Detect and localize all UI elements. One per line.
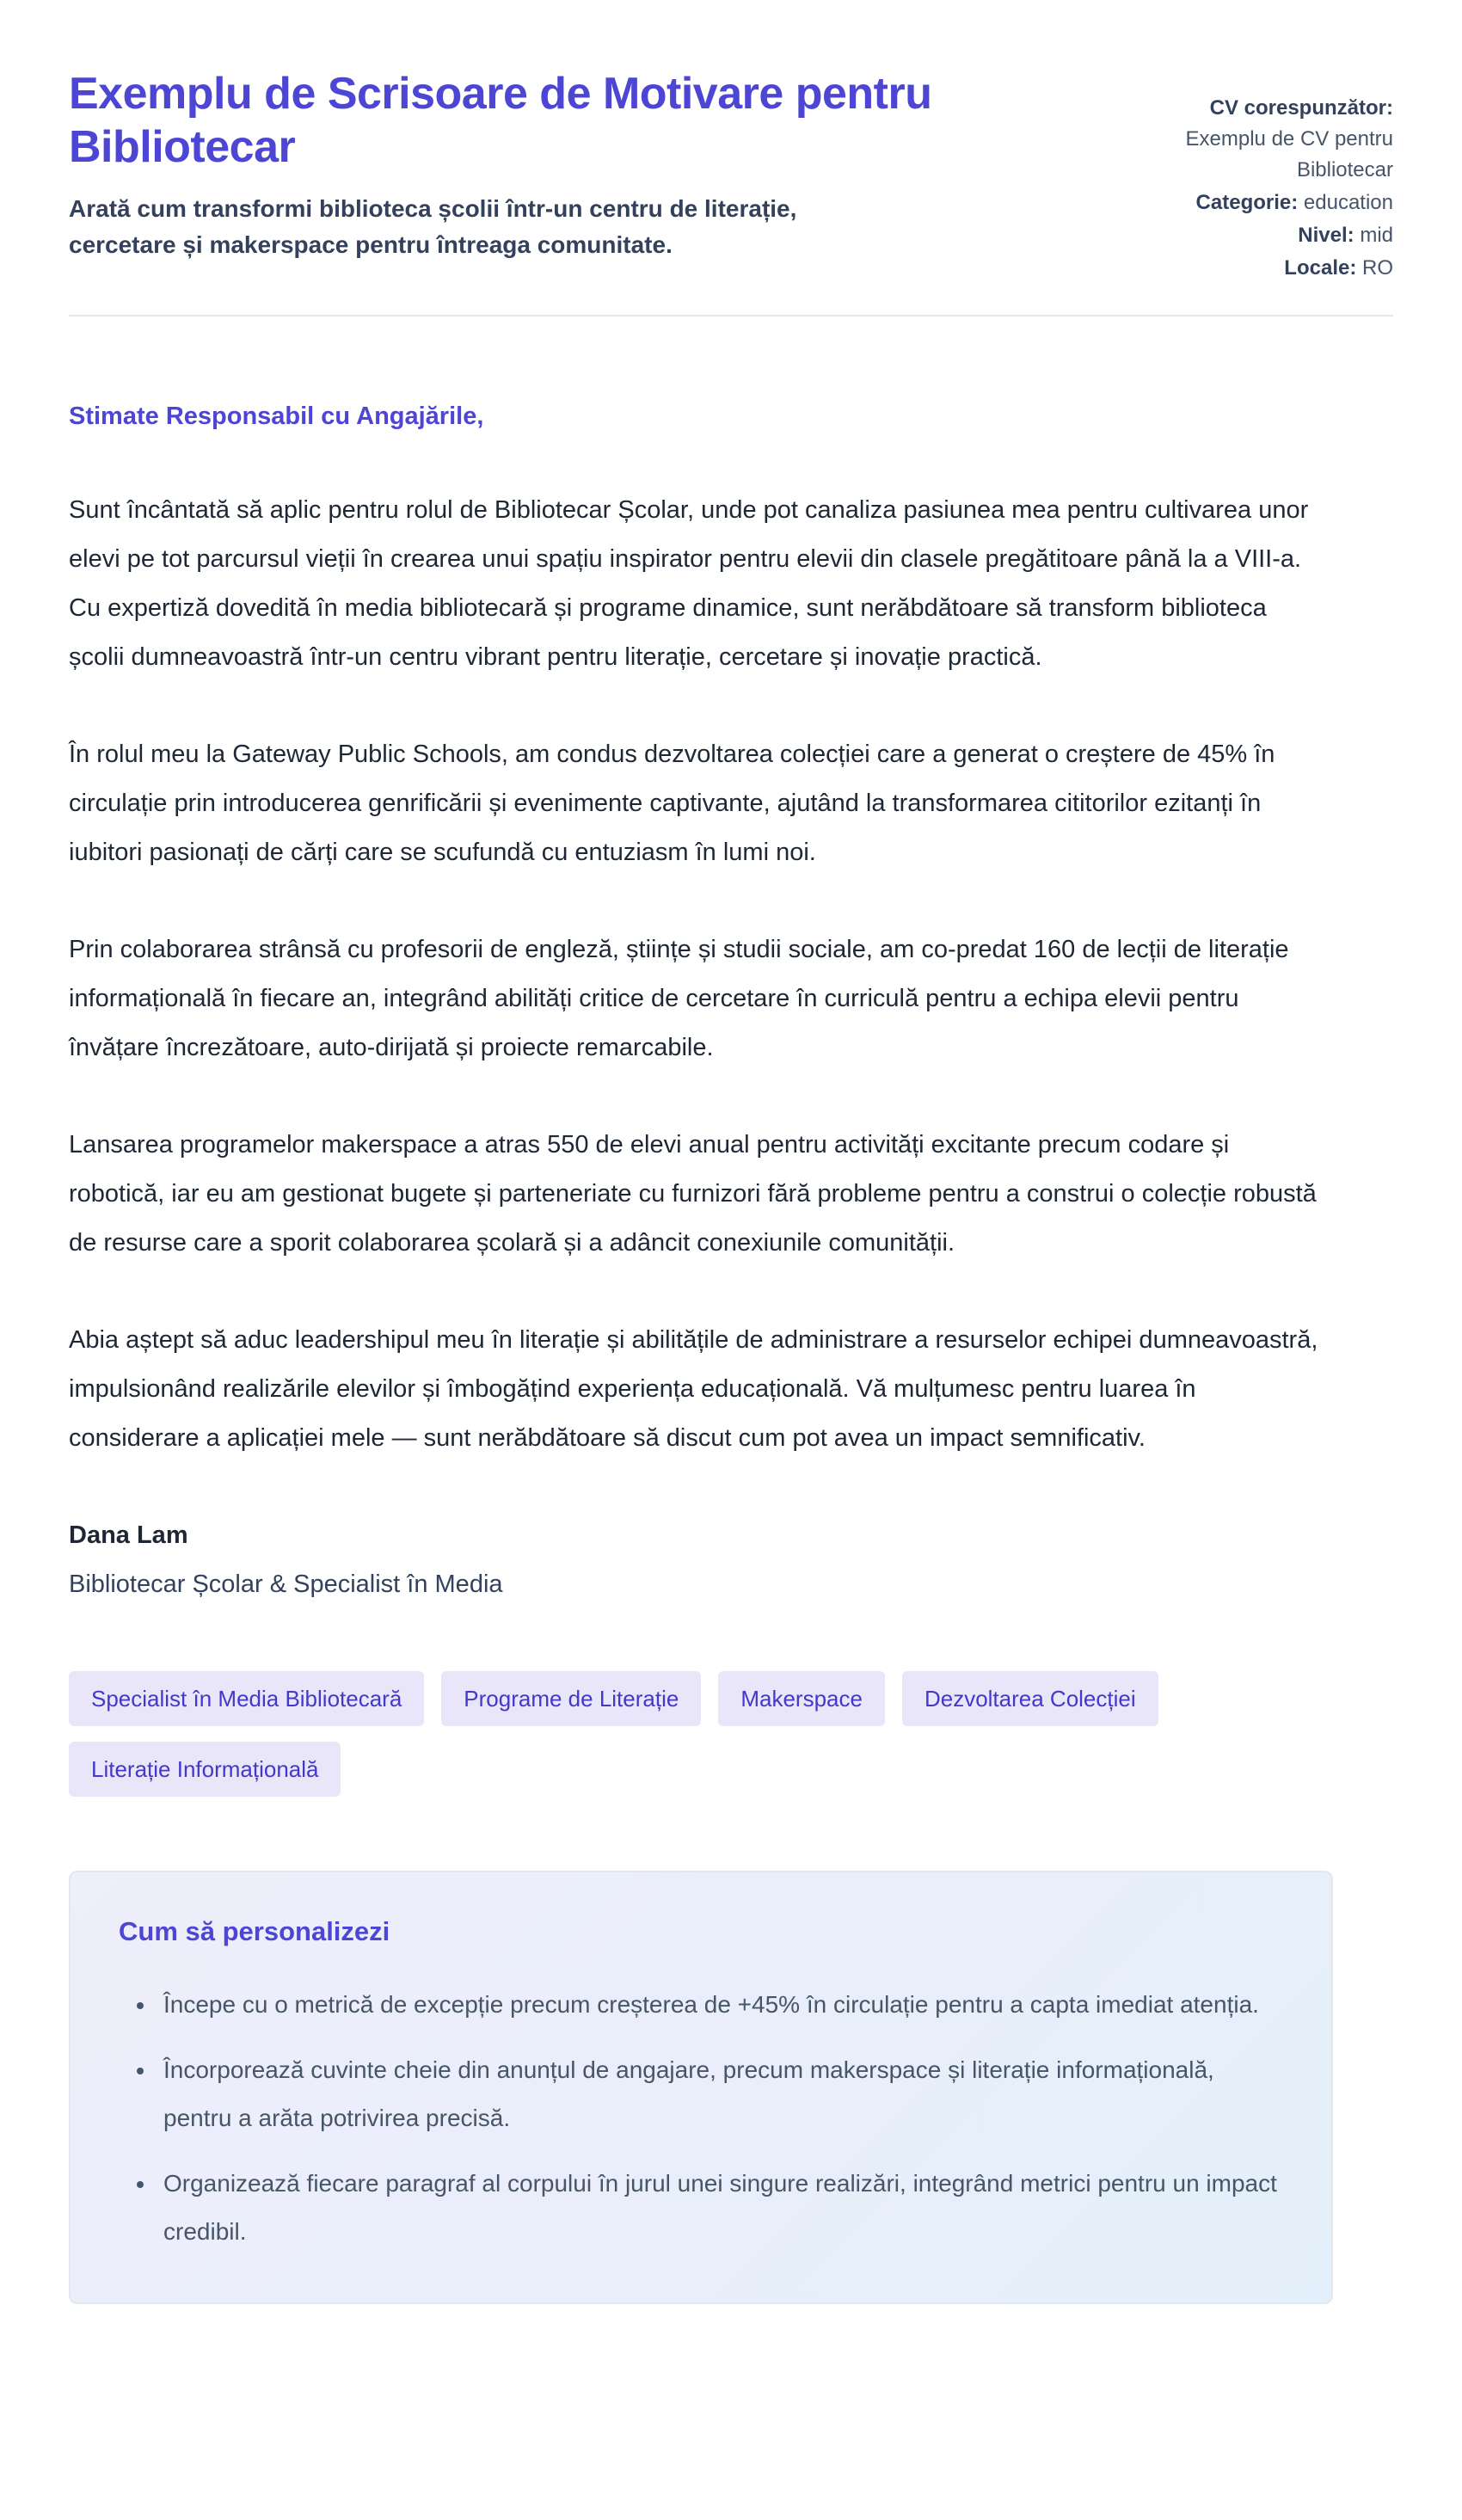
header	[69, 67, 1393, 284]
meta-category-value: education	[1303, 191, 1393, 214]
meta-level-row	[1109, 220, 1393, 251]
letter-greeting: Stimate Responsabil cu Angajările,	[69, 403, 484, 430]
signature-role: Bibliotecar Școlar & Specialist în Media	[69, 1570, 503, 1598]
letter-body	[69, 392, 1329, 1609]
tag-chip[interactable]: Programe de Literație	[441, 1671, 701, 1726]
page-subtitle: Arată cum transformi biblioteca școlii într-un centru de literație, cercetare și makerspace pentru întreaga comunitate.	[69, 195, 797, 258]
page-title: Exemplu de Scrisoare de Motivare pentru Bibliotecar	[69, 69, 932, 172]
tag-chip[interactable]: Makerspace	[718, 1671, 885, 1726]
matching-cv-link[interactable]: Exemplu de CV pentru Bibliotecar	[1185, 127, 1393, 181]
meta-level-value: mid	[1360, 224, 1393, 247]
letter-paragraph: Abia aștept să aduc leadershipul meu în literație și abilitățile de administrare a resurselor echipei dumneavoastră, impulsionând realizările elevilor și îmbogățind experiența educațională. Vă mulțumesc pentru luarea în considerare a aplicației mele — sunt nerăbdătoare să discut cum pot avea un impact semnificativ.	[69, 1326, 1318, 1452]
signature-name: Dana Lam	[69, 1521, 188, 1549]
letter-paragraph: Sunt încântată să aplic pentru rolul de Bibliotecar Școlar, unde pot canaliza pasiunea mea pentru cultivarea unor elevi pe tot parcursul vieții în crearea unui spațiu inspirator pentru elevii din clasele pregătitoare până la a VIII-a. Cu expertiză dovedită în media bibliotecară și programe dinamice, sunt nerăbdătoare să transform biblioteca școlii dumneavoastră într-un centru vibrant pentru literație, cercetare și inovație practică.	[69, 496, 1309, 671]
tag-chip[interactable]: Specialist în Media Bibliotecară	[69, 1671, 424, 1726]
divider	[69, 315, 1393, 317]
tips-title: Cum să personalizezi	[119, 1916, 390, 1946]
letter-paragraph: Prin colaborarea strânsă cu profesorii de engleză, științe și studii sociale, am co-predat 160 de lecții de literație informațională în fiecare an, integrând abilități critice de cercetare în curriculă pentru a echipa elevii pentru învățare încrezătoare, auto-dirijată și proiecte remarcabile.	[69, 936, 1289, 1061]
tips-list	[119, 1981, 1283, 2256]
meta-cv-label: CV corespunzător:	[1209, 96, 1393, 120]
meta-panel	[1109, 67, 1393, 284]
meta-level-label: Nivel:	[1298, 224, 1354, 247]
header-title-block	[69, 67, 1041, 263]
tips-box	[69, 1871, 1333, 2304]
tip-item: • Organizează fiecare paragraf al corpului în jurul unei singure realizări, integrând metrici pentru un impact credibil.	[157, 2160, 1283, 2256]
tag-list	[69, 1671, 1329, 1797]
meta-category-row	[1109, 187, 1393, 218]
meta-category-label: Categorie:	[1195, 191, 1299, 214]
tip-item: • Începe cu o metrică de excepție precum creșterea de +45% în circulație pentru a capta imediat atenția.	[157, 1981, 1283, 2029]
tag-chip[interactable]: Dezvoltarea Colecției	[902, 1671, 1158, 1726]
meta-locale-row	[1109, 253, 1393, 284]
letter-paragraph: În rolul meu la Gateway Public Schools, am condus dezvoltarea colecției care a generat o creștere de 45% în circulație prin introducerea genrificării și evenimente captivante, ajutând la transformarea cititorilor ezitanți în iubitori pasionați de cărți care se scufundă cu entuziasm în lumi noi.	[69, 741, 1275, 866]
letter-paragraph: Lansarea programelor makerspace a atras 550 de elevi anual pentru activități excitante precum codare și robotică, iar eu am gestionat bugete și parteneriate cu furnizori fără probleme pentru a construi o colecție robustă de resurse care a sporit colaborarea școlară și a adâncit conexiunile comunității.	[69, 1131, 1317, 1257]
tag-chip[interactable]: Literație Informațională	[69, 1742, 341, 1797]
meta-locale-value: RO	[1362, 256, 1393, 280]
tip-item: • Încorporează cuvinte cheie din anunțul de angajare, precum makerspace și literație informațională, pentru a arăta potrivirea precisă.	[157, 2046, 1283, 2142]
meta-locale-label: Locale:	[1284, 256, 1357, 280]
